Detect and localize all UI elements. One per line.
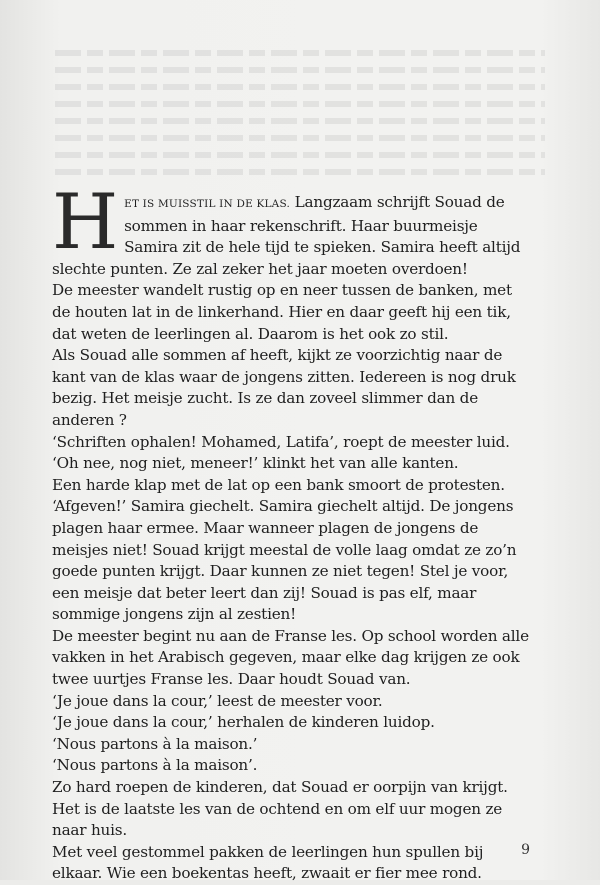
paragraph: ‘Nous partons à la maison.’ xyxy=(52,734,258,753)
paragraph: ‘Oh nee, nog niet, meneer!’ klinkt het van alle kanten. xyxy=(52,454,459,473)
opening-text: Langzaam schrijft Souad de sommen in haar rekenschrift. Haar buurmeisje Samira zit de hele tijd te spieken. Samira heeft altijd slechte punten. Ze zal zeker het jaar moeten overdoen! xyxy=(52,193,521,278)
story-text xyxy=(52,177,530,885)
paragraph: Een harde klap met de lat op een bank smoort de protesten. ‘Afgeven!’ Samira giechelt. Samira giechelt altijd. De jongens plagen haar ermee. Maar wanneer plagen de jongens de meisjes niet! Souad krijgt meestal de volle laag omdat ze zo’n goede punten krijgt. Daar kunnen ze niet tegen! Stel je voor, een meisje dat beter leert dan zij! Souad is pas elf, maar sommige jongens zijn al zestien! xyxy=(52,475,517,624)
paragraph: De meester begint nu aan de Franse les. Op school worden alle vakken in het Arabisch gegeven, maar elke dag krijgen ze ook twee uurtjes Franse les. Daar houdt Souad van. xyxy=(52,626,529,689)
paragraph: Als Souad alle sommen af heeft, kijkt ze voorzichtig naar de kant van de klas waar de jongens zitten. Iedereen is nog druk bezig. Het meisje zucht. Is ze dan zoveel slimmer dan de anderen ? xyxy=(52,346,516,429)
paragraph: ‘Je joue dans la cour,’ leest de meester voor. xyxy=(52,691,383,710)
paragraph: Het is de laatste les van de ochtend en om elf uur mogen ze naar huis. xyxy=(52,799,503,840)
paragraph: ‘Je joue dans la cour,’ herhalen de kinderen luidop. xyxy=(52,713,435,732)
paragraph: Met veel gestommel pakken de leerlingen hun spullen bij elkaar. Wie een boekentas heeft, zwaait er fier mee rond. xyxy=(52,842,484,883)
page-number: 9 xyxy=(521,842,530,858)
paragraph: ‘Nous partons à la maison’. xyxy=(52,756,258,775)
paragraph: Zo hard roepen de kinderen, dat Souad er oorpijn van krijgt. xyxy=(52,778,508,797)
paragraph: De meester wandelt rustig op en neer tussen de banken, met de houten lat in de linkerhand. Hier en daar geeft hij een tik, dat weten de leerlingen al. Daarom is het ook zo stil. xyxy=(52,281,512,343)
bleed-through-text xyxy=(55,50,545,190)
paragraph: ‘Schriften ophalen! Mohamed, Latifa’, roept de meester luid. xyxy=(52,432,510,451)
opening-smallcaps: ET IS MUISSTIL IN DE KLAS. xyxy=(124,198,291,210)
opening-paragraph xyxy=(52,177,530,280)
drop-cap: H xyxy=(52,177,119,266)
